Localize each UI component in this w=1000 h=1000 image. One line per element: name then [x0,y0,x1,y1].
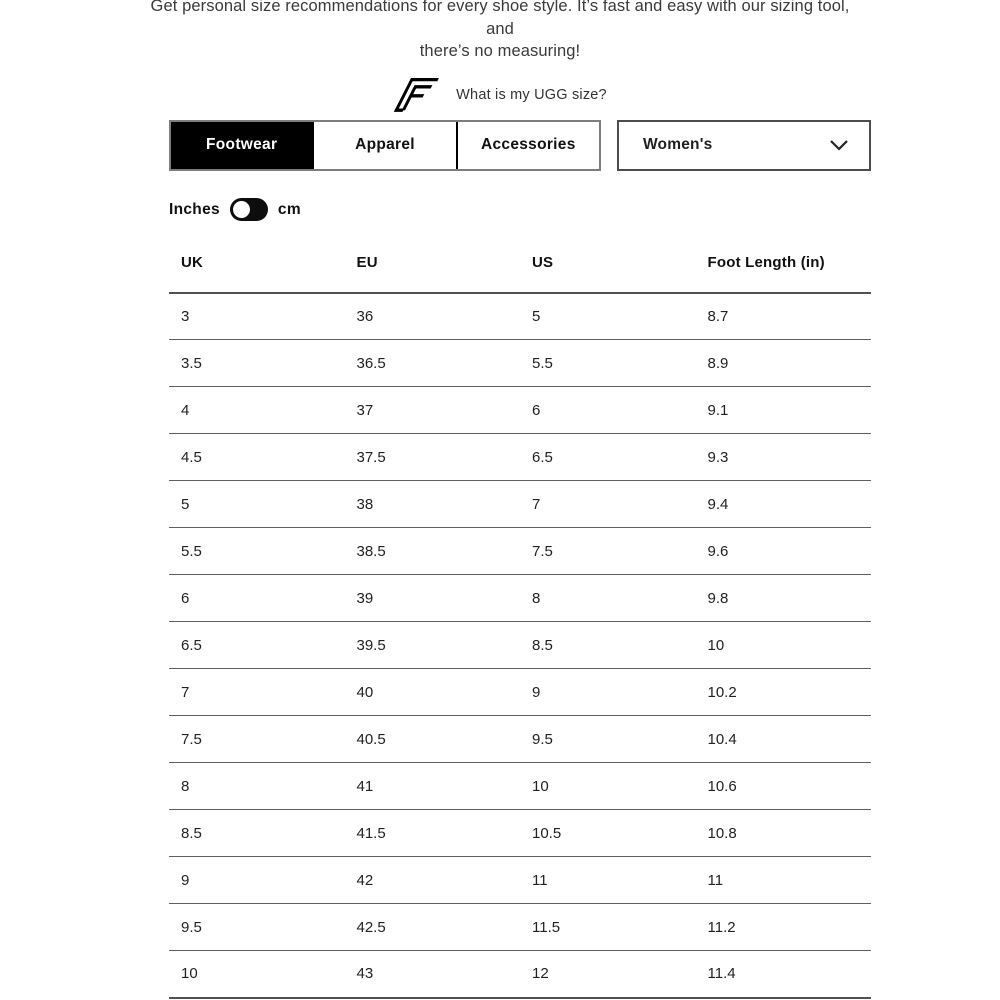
chevron-down-icon [829,139,849,151]
toggle-knob [233,201,250,218]
size-cell: 11.5 [520,904,696,951]
size-cell: 9.6 [696,528,872,575]
size-cell: 9 [520,669,696,716]
intro-line-1: Get personal size recommendations for every shoe style. It’s fast and easy with our sizing tool, and [150,0,850,38]
size-cell: 38 [345,481,521,528]
size-cell: 40.5 [345,716,521,763]
size-cell: 6 [169,575,345,622]
size-cell: 39.5 [345,622,521,669]
size-cell: 8.7 [696,293,872,340]
ugg-size-logo-icon [393,76,443,114]
size-cell: 9.1 [696,387,872,434]
size-cell: 38.5 [345,528,521,575]
size-cell: 10.2 [696,669,872,716]
table-row [169,857,871,904]
tab-accessories[interactable]: Accessories [456,122,599,169]
size-cell: 11 [520,857,696,904]
tab-apparel[interactable]: Apparel [312,122,455,169]
gender-dropdown[interactable] [617,120,871,171]
size-cell: 43 [345,951,521,998]
size-cell: 8.5 [520,622,696,669]
size-cell: 8 [169,763,345,810]
size-cell: 11 [696,857,872,904]
column-header: Foot Length (in) [696,233,872,293]
unit-toggle-switch[interactable] [230,198,268,221]
column-header: EU [345,233,521,293]
size-cell: 4 [169,387,345,434]
unit-label-cm: cm [277,200,301,218]
column-header: US [520,233,696,293]
table-row [169,622,871,669]
size-cell: 41.5 [345,810,521,857]
size-cell: 8.9 [696,340,872,387]
intro-text [138,0,862,63]
size-cell: 8 [520,575,696,622]
size-cell: 4.5 [169,434,345,481]
size-cell: 37 [345,387,521,434]
size-cell: 9.3 [696,434,872,481]
column-header: UK [169,233,345,293]
size-cell: 36 [345,293,521,340]
unit-label-inches: Inches [169,200,220,218]
gender-dropdown-value: Women's [643,136,713,153]
size-cell: 39 [345,575,521,622]
size-cell: 6.5 [520,434,696,481]
size-cell: 37.5 [345,434,521,481]
size-finder-label: What is my UGG size? [456,86,607,103]
size-finder-link[interactable] [0,75,1000,115]
size-cell: 10.4 [696,716,872,763]
size-cell: 10 [169,951,345,998]
unit-toggle-row [169,195,871,225]
size-cell: 42 [345,857,521,904]
table-row [169,434,871,481]
size-cell: 9 [169,857,345,904]
size-cell: 9.4 [696,481,872,528]
size-cell: 11.2 [696,904,872,951]
intro-line-2: there’s no measuring! [419,42,581,60]
category-tab-group [169,120,601,171]
size-cell: 6 [520,387,696,434]
size-cell: 9.5 [169,904,345,951]
size-table-head-row [169,233,871,293]
size-cell: 10.6 [696,763,872,810]
size-cell: 10.5 [520,810,696,857]
size-cell: 3.5 [169,340,345,387]
size-cell: 10 [520,763,696,810]
table-row [169,293,871,340]
size-cell: 40 [345,669,521,716]
size-cell: 9.8 [696,575,872,622]
table-row [169,716,871,763]
size-cell: 5.5 [169,528,345,575]
size-cell: 6.5 [169,622,345,669]
size-conversion-table [169,233,871,999]
size-table-body [169,293,871,998]
size-cell: 5 [520,293,696,340]
table-row [169,575,871,622]
size-cell: 11.4 [696,951,872,998]
table-row [169,951,871,998]
table-row [169,810,871,857]
table-row [169,340,871,387]
size-cell: 8.5 [169,810,345,857]
size-cell: 10 [696,622,872,669]
size-cell: 7 [169,669,345,716]
size-cell: 5 [169,481,345,528]
size-cell: 10.8 [696,810,872,857]
size-cell: 3 [169,293,345,340]
table-row [169,669,871,716]
table-row [169,481,871,528]
category-controls [169,120,871,171]
size-cell: 42.5 [345,904,521,951]
table-row [169,904,871,951]
size-cell: 7.5 [520,528,696,575]
table-row [169,763,871,810]
size-cell: 7 [520,481,696,528]
table-row [169,528,871,575]
table-row [169,387,871,434]
size-cell: 5.5 [520,340,696,387]
size-cell: 7.5 [169,716,345,763]
size-cell: 12 [520,951,696,998]
size-cell: 41 [345,763,521,810]
size-cell: 36.5 [345,340,521,387]
size-cell: 9.5 [520,716,696,763]
tab-footwear[interactable]: Footwear [171,122,312,169]
